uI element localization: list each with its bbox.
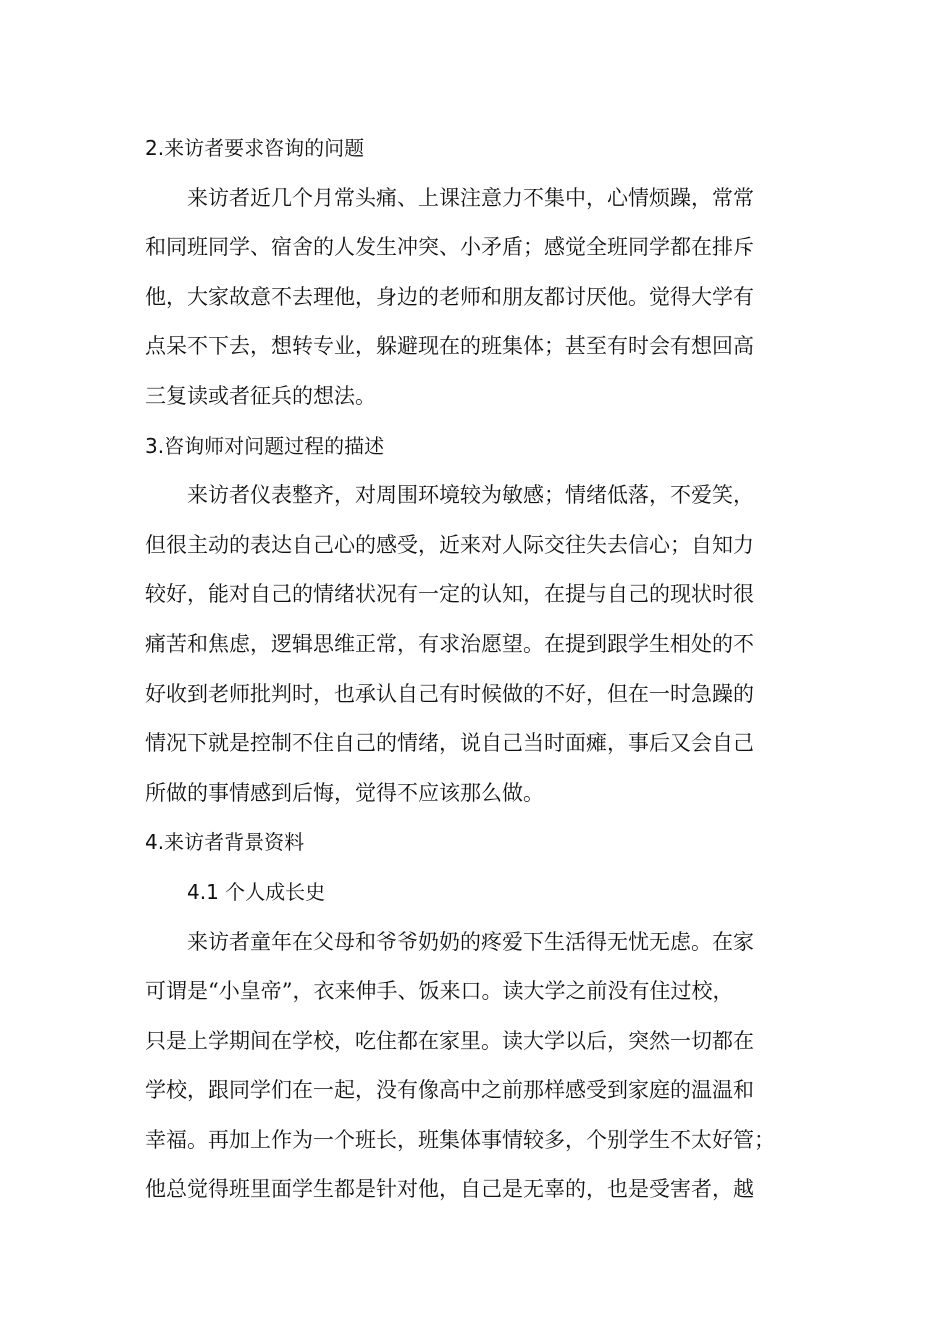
section-heading: 4.来访者背景资料 xyxy=(145,830,305,855)
paragraph-line: 和同班同学、宿舍的人发生冲突、小矛盾；感觉全班同学都在排斥 xyxy=(145,235,754,260)
paragraph-line: 可谓是“小皇帝”，衣来伸手、饭来口。读大学之前没有住过校， xyxy=(145,979,734,1004)
paragraph-line: 好收到老师批判时，也承认自己有时候做的不好，但在一时急躁的 xyxy=(145,681,754,706)
paragraph-line: 但很主动的表达自己心的感受，近来对人际交往失去信心；自知力 xyxy=(145,532,754,557)
paragraph-line: 三复读或者征兵的想法。 xyxy=(145,383,376,408)
paragraph-line: 他总觉得班里面学生都是针对他，自己是无辜的，也是受害者，越 xyxy=(145,1177,754,1202)
paragraph-line: 只是上学期间在学校，吃住都在家里。读大学以后，突然一切都在 xyxy=(145,1028,754,1053)
section-paragraph xyxy=(145,471,810,818)
paragraph-line: 痛苦和焦虑，逻辑思维正常，有求治愿望。在提到跟学生相处的不 xyxy=(145,631,754,656)
section-paragraph xyxy=(145,918,810,1216)
section-paragraph xyxy=(145,174,810,422)
paragraph-line: 所做的事情感到后悔，觉得不应该那么做。 xyxy=(145,780,544,805)
section-heading: 2.来访者要求咨询的问题 xyxy=(145,136,365,160)
paragraph-line: 点呆不下去，想转专业，躲避现在的班集体；甚至有时会有想回高 xyxy=(145,334,754,359)
section-heading: 3.咨询师对问题过程的描述 xyxy=(145,433,385,458)
document-body xyxy=(145,124,810,1215)
paragraph-line: 他，大家故意不去理他，身边的老师和朋友都讨厌他。觉得大学有 xyxy=(145,284,754,309)
section-subheading: 4.1 个人成长史 xyxy=(187,879,326,904)
paragraph-line: 情况下就是控制不住自己的情绪，说自己当时面瘫，事后又会自己 xyxy=(145,731,754,756)
paragraph-line: 来访者仪表整齐，对周围环境较为敏感；情绪低落，不爱笑， xyxy=(187,483,754,508)
paragraph-line: 来访者近几个月常头痛、上课注意力不集中，心情烦躁，常常 xyxy=(187,185,754,210)
section-background xyxy=(145,818,810,1215)
section-consultation-request xyxy=(145,124,810,422)
paragraph-line: 较好，能对自己的情绪状况有一定的认知，在提与自己的现状时很 xyxy=(145,582,754,607)
paragraph-line: 幸福。再加上作为一个班长，班集体事情较多，个别学生不太好管； xyxy=(145,1127,775,1152)
section-counselor-description xyxy=(145,422,810,819)
paragraph-line: 学校，跟同学们在一起，没有像高中之前那样感受到家庭的温温和 xyxy=(145,1078,754,1103)
paragraph-line: 来访者童年在父母和爷爷奶奶的疼爱下生活得无忧无虑。在家 xyxy=(187,929,754,954)
